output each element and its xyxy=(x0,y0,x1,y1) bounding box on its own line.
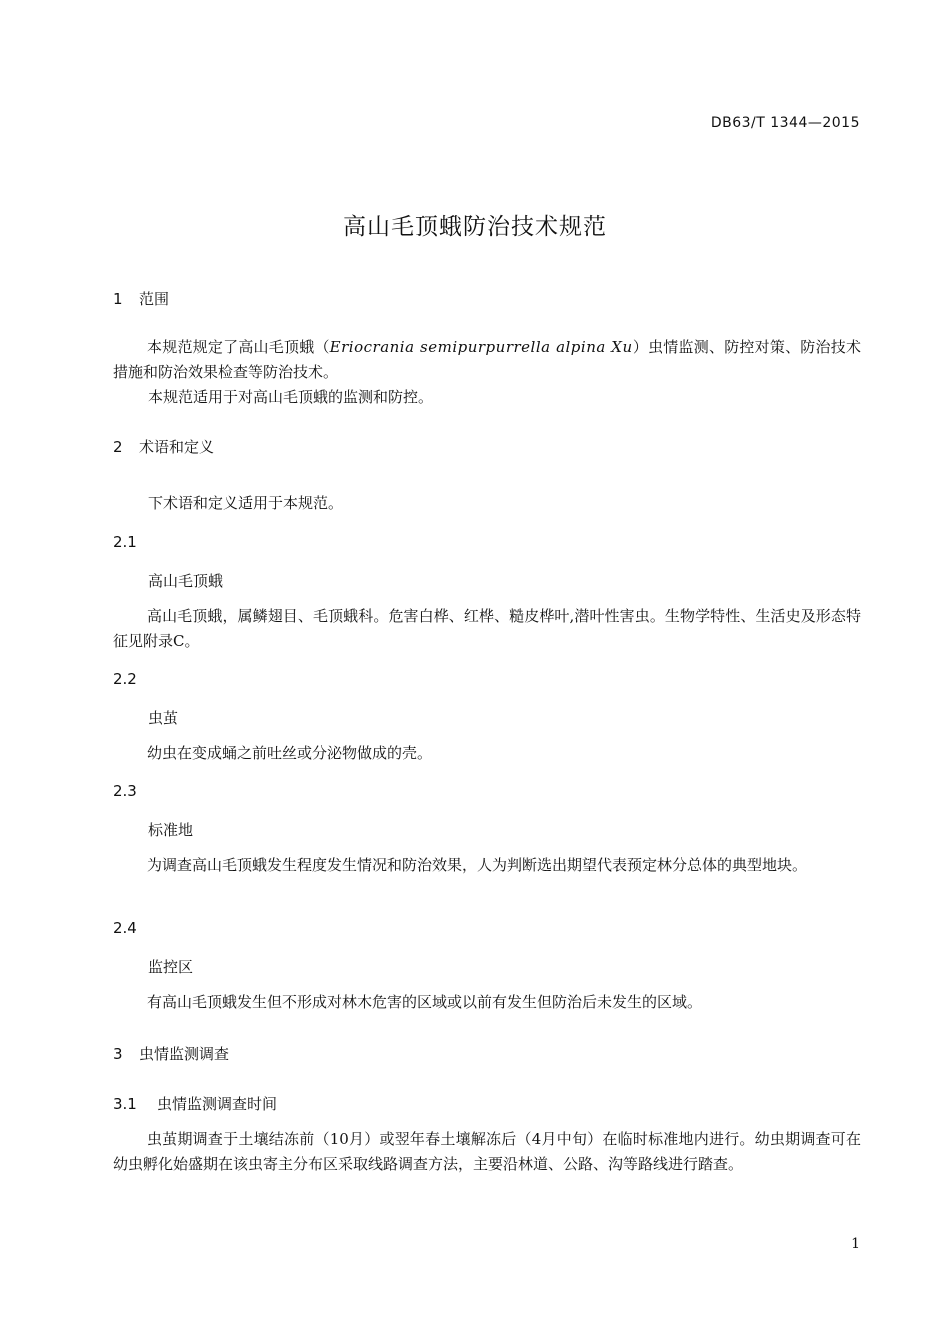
latin-name: Eriocrania semipurpurrella alpina Xu xyxy=(329,338,633,356)
section-3-heading xyxy=(113,1043,229,1064)
subsection-3-1-heading xyxy=(113,1093,277,1114)
section-title: 术语和定义 xyxy=(139,438,215,456)
subsection-number: 2.4 xyxy=(113,919,137,937)
term-title: 标准地 xyxy=(148,821,194,839)
section-number: 1 xyxy=(113,290,123,308)
subsection-title: 虫情监测调查时间 xyxy=(157,1095,278,1113)
subsection-number: 2.3 xyxy=(113,782,137,800)
subsection-number: 3.1 xyxy=(113,1095,137,1113)
monitoring-time-paragraph: 虫茧期调查于土壤结冻前（10月）或翌年春土壤解冻后（4月中旬）在临时标准地内进行。幼虫期调查可在幼虫孵化始盛期在该虫寄主分布区采取线路调查方法，主要沿林道、公路、沟等路线进行踏查。 xyxy=(113,1130,861,1173)
text-span: 本规范规定了高山毛顶蛾（ xyxy=(147,338,330,356)
subsection-number: 2.2 xyxy=(113,670,137,688)
term-definition: 幼虫在变成蛹之前吐丝或分泌物做成的壳。 xyxy=(147,744,433,762)
section-2-heading xyxy=(113,436,214,457)
subsection-number: 2.1 xyxy=(113,533,137,551)
section-title: 范围 xyxy=(139,290,170,308)
term-definition: 有高山毛顶蛾发生但不形成对林木危害的区域或以前有发生但防治后未发生的区域。 xyxy=(147,993,703,1011)
page-number: 1 xyxy=(851,1236,860,1252)
document-title: 高山毛顶蛾防治技术规范 xyxy=(343,214,607,240)
term-title: 高山毛顶蛾 xyxy=(148,572,224,590)
terms-intro: 下术语和定义适用于本规范。 xyxy=(148,494,344,512)
section-number: 2 xyxy=(113,438,123,456)
scope-paragraph-1 xyxy=(113,335,861,385)
section-number: 3 xyxy=(113,1045,123,1063)
document-code: DB63/T 1344—2015 xyxy=(710,115,860,131)
section-1-heading xyxy=(113,288,169,309)
scope-paragraph-2: 本规范适用于对高山毛顶蛾的监测和防控。 xyxy=(148,388,434,406)
text-span: ）虫情监测、防控对策、防治技术措施和防治效果检查等防治技术。 xyxy=(113,338,861,381)
section-title: 虫情监测调查 xyxy=(139,1045,230,1063)
term-title: 虫茧 xyxy=(148,709,179,727)
term-definition: 为调查高山毛顶蛾发生程度发生情况和防治效果，人为判断选出期望代表预定林分总体的典型地块。 xyxy=(147,856,808,874)
term-title: 监控区 xyxy=(148,958,194,976)
term-definition: 高山毛顶蛾，属鳞翅目、毛顶蛾科。危害白桦、红桦、糙皮桦叶,潜叶性害虫。生物学特性、生活史及形态特征见附录C。 xyxy=(113,607,861,650)
